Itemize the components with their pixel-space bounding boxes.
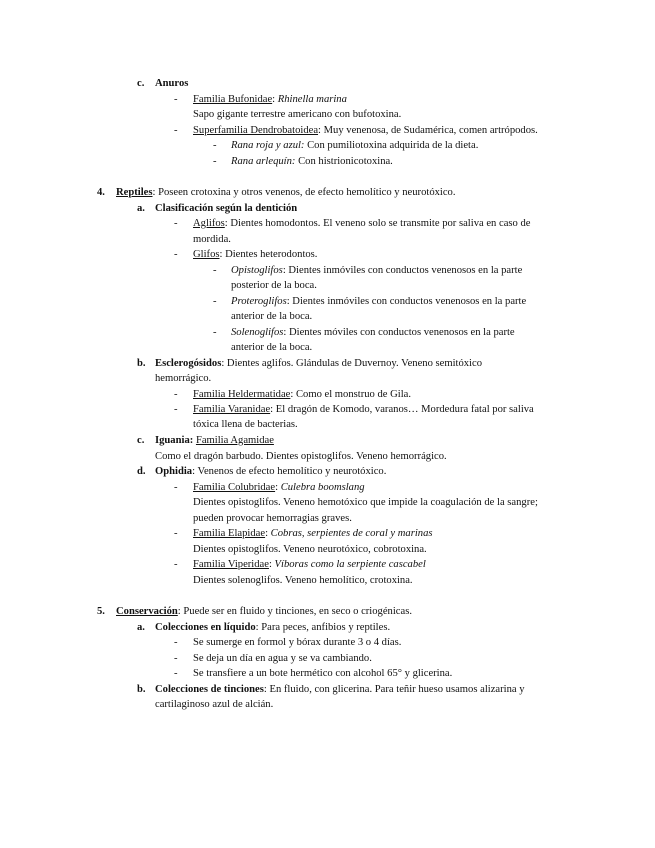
subsection-title: Anuros: [155, 78, 189, 89]
list-item-text: Dientes opistoglifos. Veneno neurotóxico, cobrotoxina.: [193, 544, 427, 555]
list-item: Superfamilia Dendrobatoidea: Muy venenosa, de Sudamérica, comen artrópodos.: [193, 125, 538, 136]
list-item: Se transfiere a un bote hermético con alcohol 65° y glicerina.: [193, 668, 453, 679]
list-bullet: -: [174, 637, 178, 648]
list-item: Familia Elapidae: Cobras, serpientes de coral y marinas: [193, 528, 433, 539]
section-heading: Reptiles: Poseen crotoxina y otros venenos, de efecto hemolítico y neurotóxico.: [116, 187, 456, 198]
subsection-text: Como el dragón barbudo. Dientes opistoglifos. Veneno hemorrágico.: [155, 451, 447, 462]
list-item-text: posterior de la boca.: [231, 280, 317, 291]
list-marker: b.: [137, 684, 146, 695]
list-item: Aglifos: Dientes homodontos. El veneno solo se transmite por saliva en caso de: [193, 218, 531, 229]
list-marker: c.: [137, 78, 145, 89]
list-item: Rana arlequín: Con histrionicotoxina.: [231, 156, 393, 167]
list-item-text: mordida.: [193, 234, 231, 245]
subsection-text: hemorrágico.: [155, 373, 212, 384]
section-number: 4.: [97, 187, 105, 198]
list-bullet: -: [174, 218, 178, 229]
subsection-heading: Colecciones de tinciones: En fluido, con glicerina. Para teñir hueso usamos alizarina y: [155, 684, 525, 695]
list-item-text: anterior de la boca.: [231, 342, 313, 353]
list-item-text: tóxica llena de bacterias.: [193, 419, 298, 430]
list-bullet: -: [174, 528, 178, 539]
subsection-heading: Esclerogósidos: Dientes aglifos. Glándulas de Duvernoy. Veneno semitóxico: [155, 358, 482, 369]
list-marker: a.: [137, 203, 145, 214]
subsection-heading: Iguania: Familia Agamidae: [155, 435, 274, 446]
list-item: Glifos: Dientes heterodontos.: [193, 249, 318, 260]
list-item: Familia Bufonidae: Rhinella marina: [193, 94, 347, 105]
section-number: 5.: [97, 606, 105, 617]
list-item: Familia Varanidae: El dragón de Komodo, varanos… Mordedura fatal por saliva: [193, 404, 534, 415]
list-item: Proteroglifos: Dientes inmóviles con conductos venenosos en la parte: [231, 296, 527, 307]
list-bullet: -: [174, 249, 178, 260]
list-marker: c.: [137, 435, 145, 446]
list-item: Familia Colubridae: Culebra boomslang: [193, 482, 365, 493]
list-item-text: Dientes solenoglifos. Veneno hemolítico, crotoxina.: [193, 575, 413, 586]
list-item: Opistoglifos: Dientes inmóviles con conductos venenosos en la parte: [231, 265, 523, 276]
section-heading: Conservación: Puede ser en fluido y tinciones, en seco o criogénicas.: [116, 606, 412, 617]
list-bullet: -: [174, 653, 178, 664]
list-item: Familia Viperidae: Víboras como la serpiente cascabel: [193, 559, 426, 570]
list-bullet: -: [213, 156, 217, 167]
list-item: Familia Heldermatidae: Como el monstruo de Gila.: [193, 389, 412, 400]
list-bullet: -: [174, 94, 178, 105]
list-item-text: Dientes opistoglifos. Veneno hemotóxico que impide la coagulación de la sangre;: [193, 497, 538, 508]
list-bullet: -: [174, 482, 178, 493]
list-item-text: Sapo gigante terrestre americano con bufotoxina.: [193, 109, 402, 120]
list-item: Se deja un día en agua y se va cambiando.: [193, 653, 372, 664]
list-item-text: anterior de la boca.: [231, 311, 313, 322]
list-bullet: -: [174, 668, 178, 679]
list-marker: d.: [137, 466, 146, 477]
list-item: Solenoglifos: Dientes móviles con conductos venenosos en la parte: [231, 327, 515, 338]
list-bullet: -: [213, 140, 217, 151]
subsection-heading: Colecciones en líquido: Para peces, anfibios y reptiles.: [155, 622, 391, 633]
list-bullet: -: [213, 327, 217, 338]
list-bullet: -: [213, 296, 217, 307]
list-item-text: pueden provocar hemorragias graves.: [193, 513, 352, 524]
list-bullet: -: [174, 559, 178, 570]
subsection-heading: Ophidia: Venenos de efecto hemolítico y neurotóxico.: [155, 466, 387, 477]
list-bullet: -: [174, 125, 178, 136]
list-marker: a.: [137, 622, 145, 633]
list-marker: b.: [137, 358, 146, 369]
subsection-text: cartilaginoso azul de alcián.: [155, 699, 274, 710]
list-bullet: -: [174, 389, 178, 400]
subsection-title: Clasificación según la dentición: [155, 203, 298, 214]
list-item: Rana roja y azul: Con pumiliotoxina adquirida de la dieta.: [231, 140, 479, 151]
list-item: Se sumerge en formol y bórax durante 3 o 4 días.: [193, 637, 402, 648]
list-bullet: -: [174, 404, 178, 415]
list-bullet: -: [213, 265, 217, 276]
